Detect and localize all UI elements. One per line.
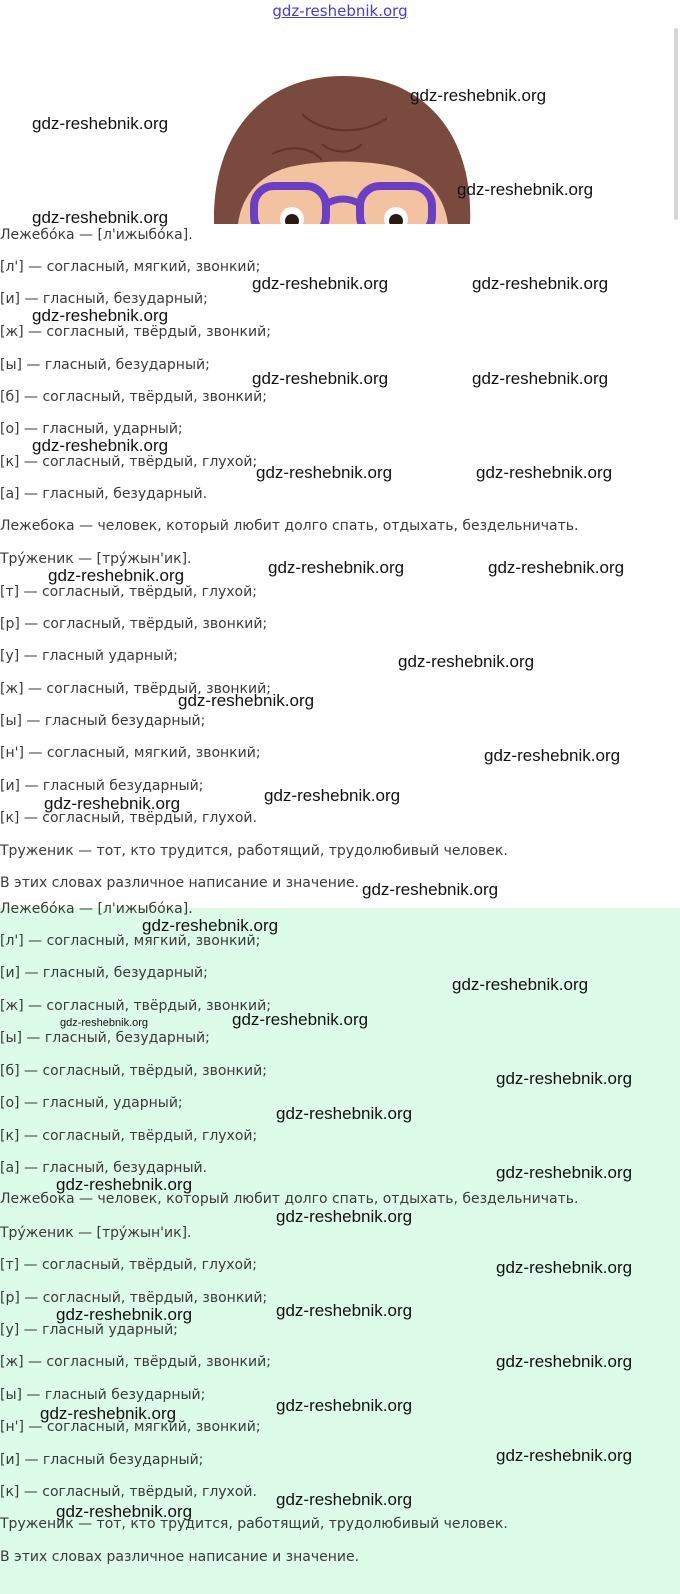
text-line: Труженик — тот, кто трудится, работящий, трудолюбивый человек. <box>0 843 508 859</box>
watermark: gdz-reshebnik.org <box>40 1404 177 1423</box>
text-line: Лежебóка — [л'ижыбóка]. <box>0 901 193 917</box>
text-line: [у] — гласный ударный; <box>0 648 178 664</box>
watermark: gdz-reshebnik.org <box>496 1163 633 1182</box>
text-line: [б] — согласный, твёрдый, звонкий; <box>0 389 267 405</box>
text-line: [н'] — согласный, мягкий, звонкий; <box>0 1419 261 1435</box>
watermark: gdz-reshebnik.org <box>142 916 279 935</box>
watermark: gdz-reshebnik.org <box>276 1104 413 1123</box>
text-line: В этих словах различное написание и значение. <box>0 1549 360 1565</box>
watermark: gdz-reshebnik.org <box>256 463 393 482</box>
watermark: gdz-reshebnik.org <box>44 794 181 813</box>
text-line: [к] — согласный, твёрдый, глухой. <box>0 810 257 826</box>
watermark: gdz-reshebnik.org <box>32 208 169 227</box>
text-line: Лежебока — человек, который любит долго спать, отдыхать, бездельничать. <box>0 1191 579 1207</box>
text-line: [ы] — гласный, безударный; <box>0 1030 210 1046</box>
text-line: [и] — гласный, безударный; <box>0 965 208 981</box>
watermark: gdz-reshebnik.org <box>232 1010 369 1029</box>
watermark: gdz-reshebnik.org <box>32 114 169 133</box>
text-line: [о] — гласный, ударный; <box>0 421 183 437</box>
watermark: gdz-reshebnik.org <box>484 746 621 765</box>
text-line: [ы] — гласный, безударный; <box>0 357 210 373</box>
watermark: gdz-reshebnik.org <box>472 369 609 388</box>
watermark: gdz-reshebnik.org <box>457 180 594 199</box>
text-line: [ы] — гласный безударный; <box>0 713 206 729</box>
text-line: [а] — гласный, безударный. <box>0 1160 208 1176</box>
text-line: Труженик — тот, кто трудится, работящий, трудолюбивый человек. <box>0 1516 508 1532</box>
text-line: [ы] — гласный безударный; <box>0 1387 206 1403</box>
watermark: gdz-reshebnik.org <box>268 558 405 577</box>
watermark: gdz-reshebnik.org <box>32 306 169 325</box>
text-line: [ж] — согласный, твёрдый, звонкий; <box>0 324 271 340</box>
watermark: gdz-reshebnik.org <box>178 691 315 710</box>
text-line: В этих словах различное написание и значение. <box>0 875 360 891</box>
text-line: [ж] — согласный, твёрдый, звонкий; <box>0 1354 271 1370</box>
watermark: gdz-reshebnik.org <box>276 1396 413 1415</box>
watermark: gdz-reshebnik.org <box>276 1207 413 1226</box>
watermark: gdz-reshebnik.org <box>252 274 389 293</box>
watermark: gdz-reshebnik.org <box>496 1446 633 1465</box>
text-line: [у] — гласный ударный; <box>0 1322 178 1338</box>
watermark: gdz-reshebnik.org <box>472 274 609 293</box>
text-line: [т] — согласный, твёрдый, глухой; <box>0 1257 257 1273</box>
text-line: [а] — гласный, безударный. <box>0 486 208 502</box>
site-link[interactable]: gdz-reshebnik.org <box>272 2 408 20</box>
text-line: [к] — согласный, твёрдый, глухой; <box>0 1128 258 1144</box>
watermark: gdz-reshebnik.org <box>56 1502 193 1521</box>
watermark: gdz-reshebnik.org <box>264 786 401 805</box>
watermark: gdz-reshebnik.org <box>56 1175 193 1194</box>
text-line: [к] — согласный, твёрдый, глухой. <box>0 1484 257 1500</box>
watermark: gdz-reshebnik.org <box>276 1301 413 1320</box>
text-line: [л'] — согласный, мягкий, звонкий; <box>0 933 261 949</box>
text-line: [и] — гласный безударный; <box>0 778 204 794</box>
text-line: Лежебóка — [л'ижыбóка]. <box>0 227 193 243</box>
text-line: [н'] — согласный, мягкий, звонкий; <box>0 745 261 761</box>
text-line: [р] — согласный, твёрдый, звонкий; <box>0 616 268 632</box>
text-line: [к] — согласный, твёрдый, глухой; <box>0 454 258 470</box>
text-line: [и] — гласный, безударный; <box>0 291 208 307</box>
text-line: Лежебока — человек, который любит долго спать, отдыхать, бездельничать. <box>0 518 579 534</box>
watermark: gdz-reshebnik.org <box>276 1490 413 1509</box>
watermark: gdz-reshebnik.org <box>60 1017 149 1029</box>
watermark: gdz-reshebnik.org <box>488 558 625 577</box>
watermark: gdz-reshebnik.org <box>410 86 547 105</box>
watermark: gdz-reshebnik.org <box>32 436 169 455</box>
watermark: gdz-reshebnik.org <box>476 463 613 482</box>
text-line: [о] — гласный, ударный; <box>0 1095 183 1111</box>
text-line: Трýженик — [трýжын'ик]. <box>0 551 192 567</box>
scrollbar[interactable] <box>674 28 678 220</box>
watermark: gdz-reshebnik.org <box>496 1258 633 1277</box>
watermark: gdz-reshebnik.org <box>362 880 499 899</box>
text-line: [и] — гласный безударный; <box>0 1452 204 1468</box>
text-line: [р] — согласный, твёрдый, звонкий; <box>0 1290 268 1306</box>
watermark: gdz-reshebnik.org <box>252 369 389 388</box>
text-line: [ж] — согласный, твёрдый, звонкий; <box>0 998 271 1014</box>
text-line: [л'] — согласный, мягкий, звонкий; <box>0 259 261 275</box>
watermark: gdz-reshebnik.org <box>48 566 185 585</box>
watermark: gdz-reshebnik.org <box>496 1352 633 1371</box>
watermark: gdz-reshebnik.org <box>452 975 589 994</box>
text-line: [ж] — согласный, твёрдый, звонкий; <box>0 681 271 697</box>
watermark: gdz-reshebnik.org <box>398 652 535 671</box>
watermark: gdz-reshebnik.org <box>496 1069 633 1088</box>
watermark: gdz-reshebnik.org <box>56 1305 193 1324</box>
text-line: [б] — согласный, твёрдый, звонкий; <box>0 1063 267 1079</box>
text-line: Трýженик — [трýжын'ик]. <box>0 1225 192 1241</box>
text-line: [т] — согласный, твёрдый, глухой; <box>0 584 257 600</box>
